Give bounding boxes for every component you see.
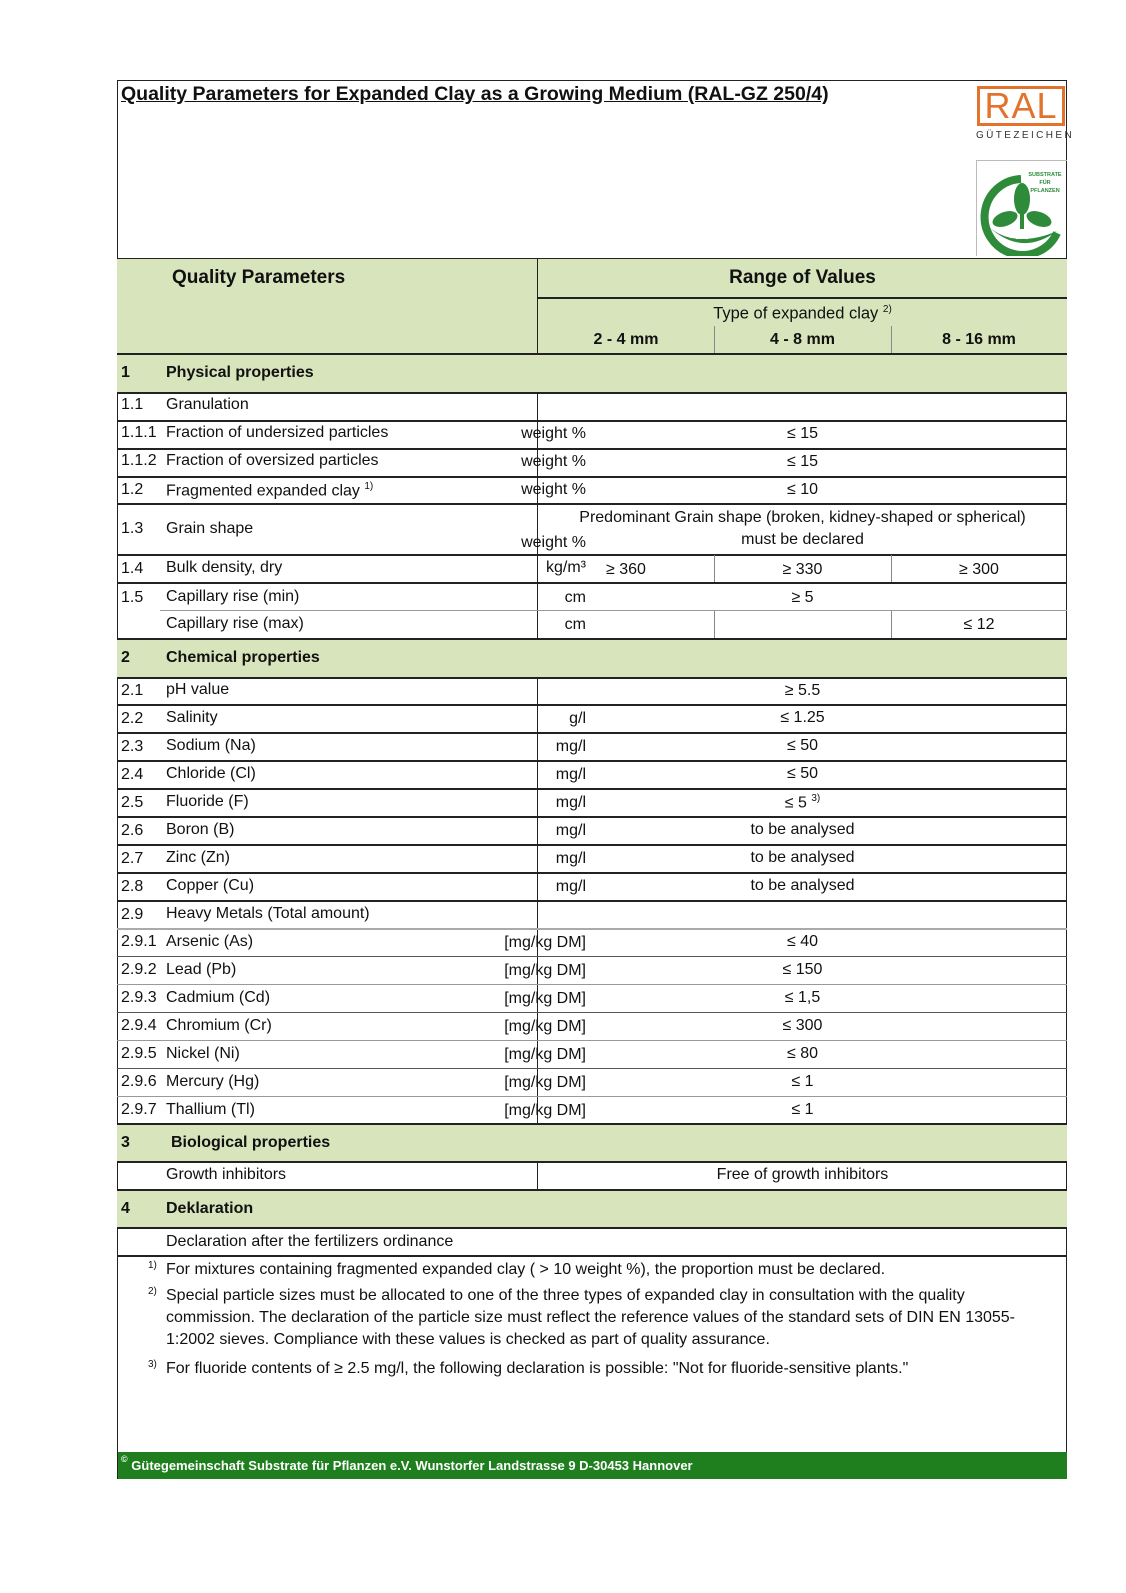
footnote-2 bbox=[148, 1285, 1028, 1351]
row-number: 2.2 bbox=[121, 710, 144, 727]
row-label: Grain shape bbox=[166, 520, 254, 537]
column-header-2-4mm: 2 - 4 mm bbox=[593, 331, 659, 348]
section-label: Physical properties bbox=[166, 364, 314, 381]
row-value: ≥ 5.5 bbox=[784, 682, 821, 699]
row-label: Cadmium (Cd) bbox=[166, 989, 271, 1006]
row-unit: weight % bbox=[521, 481, 586, 498]
row-unit: mg/l bbox=[555, 738, 586, 755]
row-label: Heavy Metals (Total amount) bbox=[166, 905, 370, 922]
divider bbox=[117, 984, 1067, 985]
row-label: Chloride (Cl) bbox=[166, 765, 256, 782]
divider bbox=[117, 732, 1067, 734]
row-number: 2.9.6 bbox=[121, 1073, 157, 1090]
row-label: Nickel (Ni) bbox=[166, 1045, 240, 1062]
row-number: 2.6 bbox=[121, 822, 144, 839]
row-value: ≤ 5 $^{3)}$ bbox=[784, 793, 821, 812]
row-label: Mercury (Hg) bbox=[166, 1073, 260, 1090]
row-unit: [mg/kg DM] bbox=[504, 990, 586, 1007]
divider bbox=[117, 816, 1067, 818]
row-label: Salinity bbox=[166, 709, 218, 726]
row-number: 2.7 bbox=[121, 850, 144, 867]
divider bbox=[117, 503, 1067, 505]
row-value: ≤ 1,5 bbox=[784, 989, 821, 1006]
row-number: 1.5 bbox=[121, 589, 144, 606]
row-value: ≤ 150 bbox=[782, 961, 823, 978]
divider bbox=[117, 956, 1067, 957]
row-value: ≤ 50 bbox=[786, 737, 819, 754]
row-unit: weight % bbox=[521, 453, 586, 470]
divider bbox=[117, 1096, 1067, 1097]
row-label: Capillary rise (max) bbox=[166, 615, 304, 632]
row-value-line2: must be declared bbox=[741, 531, 864, 548]
row-value: ≤ 300 bbox=[782, 1017, 823, 1034]
row-number: 1.2 bbox=[121, 481, 144, 498]
row-label: Boron (B) bbox=[166, 821, 235, 838]
row-number: 2.1 bbox=[121, 682, 144, 699]
row-unit: mg/l bbox=[555, 850, 586, 867]
row-number: 1.1 bbox=[121, 396, 144, 413]
row-value: to be analysed bbox=[750, 849, 855, 866]
row-unit: [mg/kg DM] bbox=[504, 1102, 586, 1119]
column-divider bbox=[714, 611, 715, 638]
row-label: Fraction of undersized particles bbox=[166, 424, 389, 441]
row-unit: kg/m³ bbox=[546, 559, 586, 576]
divider bbox=[117, 392, 1067, 394]
footnote-marker: 3) bbox=[811, 793, 821, 804]
row-label: Lead (Pb) bbox=[166, 961, 237, 978]
section-number: 2 bbox=[121, 649, 130, 666]
footnote-marker: 1) bbox=[148, 1260, 157, 1271]
section-number: 1 bbox=[121, 364, 130, 381]
header-range-of-values: Range of Values bbox=[729, 267, 876, 288]
row-value-line1: Predominant Grain shape (broken, kidney-shaped or spherical) bbox=[579, 509, 1026, 526]
row-value: to be analysed bbox=[750, 821, 855, 838]
row-number: 2.9.4 bbox=[121, 1017, 157, 1034]
row-unit: [mg/kg DM] bbox=[504, 1074, 586, 1091]
row-unit: mg/l bbox=[555, 766, 586, 783]
row-label: Growth inhibitors bbox=[166, 1166, 287, 1183]
section-number: 4 bbox=[121, 1200, 130, 1217]
divider bbox=[117, 1012, 1067, 1013]
row-number: 2.5 bbox=[121, 794, 144, 811]
column-header-4-8mm: 4 - 8 mm bbox=[770, 331, 835, 348]
row-number: 1.1.1 bbox=[121, 424, 157, 441]
divider bbox=[117, 872, 1067, 874]
row-number: 1.4 bbox=[121, 560, 144, 577]
row-unit: g/l bbox=[569, 710, 586, 727]
divider bbox=[117, 448, 1067, 450]
row-number: 1.1.2 bbox=[121, 452, 157, 469]
row-label: Capillary rise (min) bbox=[166, 588, 300, 605]
divider bbox=[117, 900, 1067, 902]
header-type-label: Type of expanded clay $^{2)}$ bbox=[713, 304, 892, 323]
footer-text: Gütegemeinschaft Substrate für Pflanzen e.V. Wunstorfer Landstrasse 9 D-30453 Hannover bbox=[131, 1458, 693, 1473]
row-value: ≤ 50 bbox=[786, 765, 819, 782]
row-number: 2.9.2 bbox=[121, 961, 157, 978]
section-number: 3 bbox=[121, 1134, 130, 1151]
row-label: Zinc (Zn) bbox=[166, 849, 230, 866]
row-value: ≤ 1 bbox=[791, 1073, 814, 1090]
divider bbox=[117, 420, 1067, 422]
substrate-logo-text: SUBSTRATE FÜR PFLANZEN bbox=[1028, 172, 1062, 194]
row-value: ≤ 40 bbox=[786, 933, 819, 950]
row-value: ≤ 15 bbox=[786, 453, 819, 470]
footnote-1 bbox=[148, 1259, 1048, 1281]
row-label: Bulk density, dry bbox=[166, 559, 283, 576]
divider bbox=[117, 844, 1067, 846]
row-value: ≤ 1 bbox=[791, 1101, 814, 1118]
divider bbox=[117, 554, 1067, 556]
row-value: Free of growth inhibitors bbox=[716, 1166, 889, 1183]
divider bbox=[117, 760, 1067, 762]
row-label: pH value bbox=[166, 681, 230, 698]
divider bbox=[117, 677, 1067, 679]
row-value-2-4mm: ≥ 360 bbox=[606, 561, 646, 578]
row-number: 1.3 bbox=[121, 520, 144, 537]
row-value: ≤ 10 bbox=[786, 481, 819, 498]
row-value-8-16mm: ≤ 12 bbox=[963, 616, 995, 633]
divider bbox=[117, 1040, 1067, 1041]
row-value-4-8mm: ≥ 330 bbox=[782, 561, 823, 578]
footnote-3 bbox=[148, 1358, 1048, 1380]
footnote-marker: 1) bbox=[364, 481, 374, 492]
row-number: 2.9.5 bbox=[121, 1045, 157, 1062]
row-label: Copper (Cu) bbox=[166, 877, 255, 894]
row-unit: mg/l bbox=[555, 822, 586, 839]
divider bbox=[117, 788, 1067, 790]
row-value-8-16mm: ≥ 300 bbox=[959, 561, 999, 578]
row-value: ≤ 15 bbox=[786, 425, 819, 442]
divider bbox=[117, 1161, 1067, 1163]
row-label: Fragmented expanded clay $^{1)}$ bbox=[166, 481, 374, 500]
divider bbox=[117, 1255, 1067, 1257]
row-unit: cm bbox=[564, 616, 586, 633]
divider bbox=[117, 476, 1067, 478]
row-unit: [mg/kg DM] bbox=[504, 962, 586, 979]
row-unit: mg/l bbox=[555, 878, 586, 895]
divider bbox=[117, 1227, 1067, 1229]
row-unit: [mg/kg DM] bbox=[504, 1046, 586, 1063]
row-number: 2.4 bbox=[121, 766, 144, 783]
header-quality-parameters: Quality Parameters bbox=[172, 267, 346, 288]
row-unit: cm bbox=[564, 589, 586, 606]
row-label: Granulation bbox=[166, 396, 249, 413]
row-number: 2.9.1 bbox=[121, 933, 157, 950]
ral-logo-text: RAL bbox=[977, 86, 1065, 126]
row-label: Declaration after the fertilizers ordinance bbox=[166, 1233, 454, 1250]
row-number: 2.9.3 bbox=[121, 989, 157, 1006]
row-label: Thallium (Tl) bbox=[166, 1101, 255, 1118]
divider bbox=[117, 704, 1067, 706]
divider bbox=[117, 582, 1067, 584]
row-label: Fluoride (F) bbox=[166, 793, 249, 810]
column-header-8-16mm: 8 - 16 mm bbox=[942, 331, 1016, 348]
divider bbox=[538, 297, 1067, 299]
row-label: Fraction of oversized particles bbox=[166, 452, 379, 469]
divider bbox=[117, 928, 1067, 930]
ral-logo bbox=[976, 85, 1075, 147]
row-number: 2.3 bbox=[121, 738, 144, 755]
section-label: Deklaration bbox=[166, 1200, 254, 1217]
row-number: 2.8 bbox=[121, 878, 144, 895]
substrate-logo bbox=[976, 160, 1067, 256]
row-unit: [mg/kg DM] bbox=[504, 934, 586, 951]
footnote-marker: 2) bbox=[148, 1286, 157, 1297]
row-number: 2.9.7 bbox=[121, 1101, 157, 1118]
footnote-text: For fluoride contents of ≥ 2.5 mg/l, the following declaration is possible: "Not for fluoride-sensitive plants." bbox=[166, 1360, 909, 1377]
row-value: ≤ 1.25 bbox=[780, 709, 825, 726]
row-value: ≥ 5 bbox=[791, 589, 814, 606]
document-title: Quality Parameters for Expanded Clay as a Growing Medium (RAL-GZ 250/4) bbox=[121, 83, 829, 105]
row-number: 2.9 bbox=[121, 906, 144, 923]
row-label: Arsenic (As) bbox=[166, 933, 254, 950]
row-label: Sodium (Na) bbox=[166, 737, 256, 754]
row-unit: weight % bbox=[521, 425, 586, 442]
ral-logo-subtitle: GÜTEZEICHEN bbox=[976, 130, 1075, 141]
divider bbox=[117, 1068, 1067, 1069]
row-unit: weight % bbox=[521, 534, 586, 551]
copyright-symbol: © bbox=[121, 1454, 128, 1464]
row-label: Chromium (Cr) bbox=[166, 1017, 272, 1034]
footnote-marker: 2) bbox=[882, 304, 892, 315]
row-unit: [mg/kg DM] bbox=[504, 1018, 586, 1035]
divider bbox=[160, 610, 1067, 611]
row-value: to be analysed bbox=[750, 877, 855, 894]
section-declaration bbox=[117, 1191, 1067, 1227]
section-label: Biological properties bbox=[171, 1134, 331, 1151]
row-value: ≤ 80 bbox=[786, 1045, 819, 1062]
footer-bar bbox=[118, 1452, 1067, 1479]
row-unit: mg/l bbox=[555, 794, 586, 811]
section-label: Chemical properties bbox=[166, 649, 320, 666]
footnote-marker: 3) bbox=[148, 1359, 157, 1370]
footnote-text: Special particle sizes must be allocated to one of the three types of expanded clay in consultation with the quality commission. The declaration of the particle size must reflect the reference values of the standard sets of DIN EN 13055-1:2002 sieves. Compliance with these values is checked as part of quality assurance. bbox=[166, 1287, 1016, 1348]
footnote-text: For mixtures containing fragmented expanded clay ( > 10 weight %), the proportion must be declared. bbox=[166, 1261, 886, 1278]
